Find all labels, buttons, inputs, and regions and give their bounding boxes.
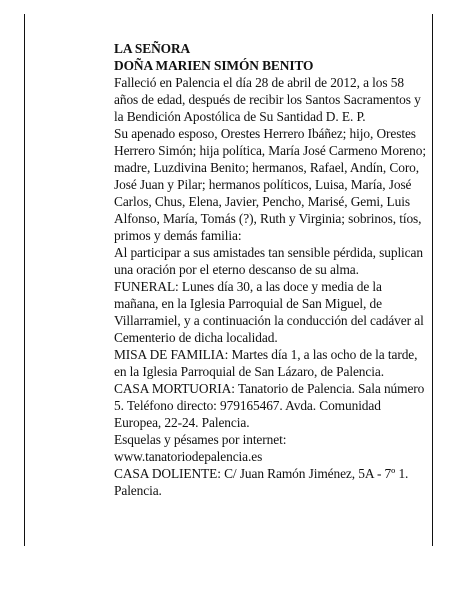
death-notice-paragraph: Falleció en Palencia el día 28 de abril de 2012, a los 58 años de edad, después de recibir los Santos Sacramentos y la Bendición Apostólica de Su Santidad D. E. P. bbox=[114, 75, 421, 124]
deceased-name: DOÑA MARIEN SIMÓN BENITO bbox=[114, 58, 314, 73]
family-mass-paragraph: MISA DE FAMILIA: Martes día 1, a las ocho de la tarde, en la Iglesia Parroquial de San Lázaro, de Palencia. bbox=[114, 347, 418, 379]
funeral-paragraph: FUNERAL: Lunes día 30, a las doce y media de la mañana, en la Iglesia Parroquial de San Miguel, de Villarramiel, y a continuación la conducción del cadáver al Cementerio de dicha localidad. bbox=[114, 279, 424, 345]
heading-title: LA SEÑORA bbox=[114, 41, 191, 56]
internet-condolences-paragraph: Esquelas y pésames por internet: www.tanatoriodepalencia.es bbox=[114, 432, 287, 464]
funeral-home-paragraph: CASA MORTUORIA: Tanatorio de Palencia. Sala número 5. Teléfono directo: 979165467. Avda. Comunidad Europea, 22-24. Palencia. bbox=[114, 381, 425, 430]
prayer-request-paragraph: Al participar a sus amistades tan sensible pérdida, suplican una oración por el eterno descanso de su alma. bbox=[114, 245, 423, 277]
obituary-text bbox=[114, 40, 426, 499]
family-paragraph: Su apenado esposo, Orestes Herrero Ibáñez; hijo, Orestes Herrero Simón; hija política, María José Carmeno Moreno; madre, Luzdivina Benito; hermanos, Rafael, Andín, Coro, José Juan y Pilar; hermanos políticos, Luisa, María, José Carlos, Chus, Elena, Javier, Pencho, Marisé, Gemi, Luis Alfonso, María, Tomás (?), Ruth y Virginia; sobrinos, tíos, primos y demás familia: bbox=[114, 126, 426, 243]
family-home-paragraph: CASA DOLIENTE: C/ Juan Ramón Jiménez, 5A - 7º 1. Palencia. bbox=[114, 466, 409, 498]
